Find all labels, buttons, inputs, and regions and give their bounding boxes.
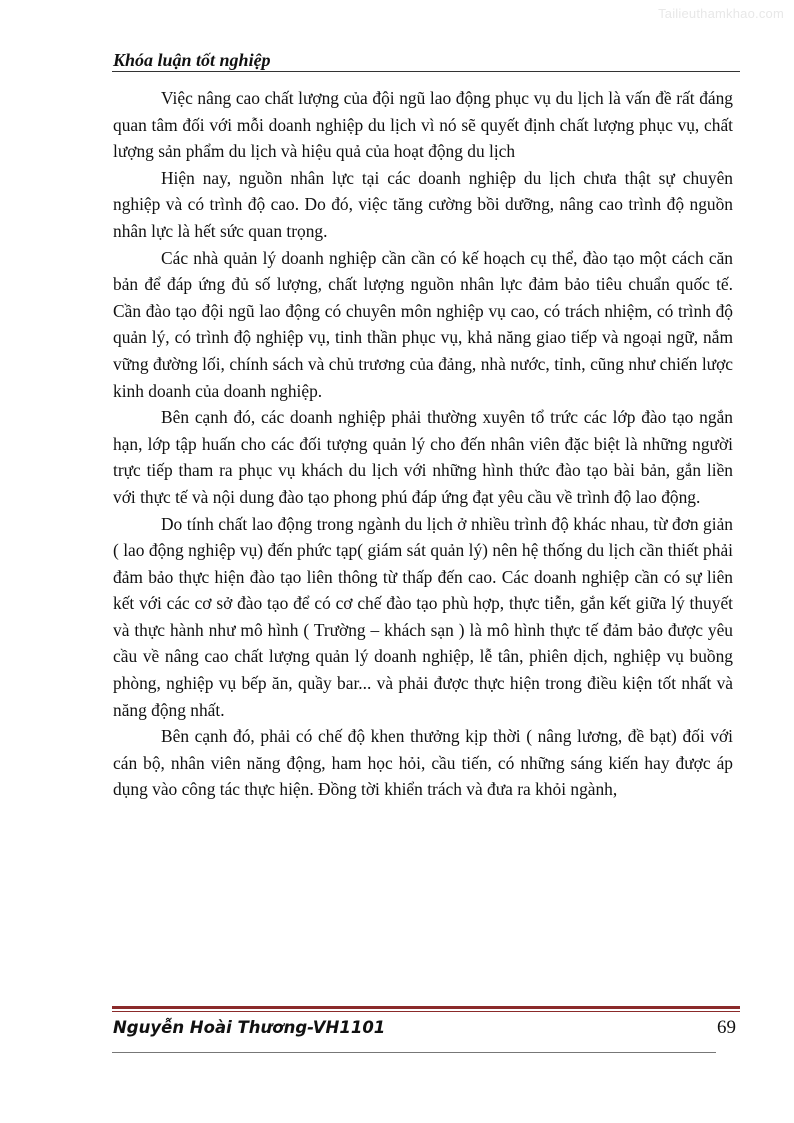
paragraph: Do tính chất lao động trong ngành du lịch ở nhiều trình độ khác nhau, từ đơn giản ( lao động nghiệp vụ) đến phức tạp( giám sát quản lý) nên hệ thống du lịch cần thiết phải đảm bảo thực hiện đào tạo liên thông từ thấp đến cao. Các doanh nghiệp cần có sự liên kết với các cơ sở đào tạo để có cơ chế đào tạo phù hợp, thực tiễn, gắn kết giữa lý thuyết và thực hành như mô hình ( Trường – khách sạn ) là mô hình thực tế đảm bảo được yêu cầu về nâng cao chất lượng quản lý doanh nghiệp, lễ tân, phiên dịch, nghiệp vụ buồng phòng, nghiệp vụ bếp ăn, quầy bar... và phải được thực hiện trong điều kiện tốt nhất và năng động nhất. xyxy=(113,513,733,720)
paragraph: Các nhà quản lý doanh nghiệp cần cần có kế hoạch cụ thể, đào tạo một cách căn bản để đáp ứng đủ số lượng, chất lượng nguồn nhân lực đảm bảo tiêu chuẩn quốc tế. Cần đào tạo đội ngũ lao động có chuyên môn nghiệp vụ cao, có trách nhiệm, có trình độ quản lý, có trình độ nghiệp vụ, tinh thần phục vụ, khả năng giao tiếp và ngoại ngữ, nắm vững đường lối, chính sách và chủ trương của đảng, nhà nước, tỉnh, cũng như chiến lược kinh doanh của doanh nghiệp. xyxy=(113,247,733,401)
paragraph: Bên cạnh đó, phải có chế độ khen thưởng kịp thời ( nâng lương, đề bạt) đối với cán bộ, nhân viên năng động, ham học hỏi, cầu tiến, có những sáng kiến hay được áp dụng vào công tác thực hiện. Đồng tời khiển trách và đưa ra khỏi ngành, xyxy=(113,726,733,800)
footer-divider-thick xyxy=(112,1006,740,1009)
page-number: 69 xyxy=(717,1017,736,1038)
document-body xyxy=(113,85,733,803)
header-divider xyxy=(112,71,740,72)
paragraph: Việc nâng cao chất lượng của đội ngũ lao động phục vụ du lịch là vấn đề rất đáng quan tâm đối với mỗi doanh nghiệp du lịch vì nó sẽ quyết định chất lượng phục vụ, chất lượng sản phẩm du lịch và hiệu quả của hoạt động du lịch xyxy=(113,88,733,162)
paragraph: Hiện nay, nguồn nhân lực tại các doanh nghiệp du lịch chưa thật sự chuyên nghiệp và có trình độ cao. Do đó, việc tăng cường bồi dưỡng, nâng cao trình độ nguồn nhân lực là hết sức quan trọng. xyxy=(113,167,733,241)
footer-divider-thin xyxy=(112,1011,740,1012)
paragraph: Bên cạnh đó, các doanh nghiệp phải thường xuyên tổ trức các lớp đào tạo ngắn hạn, lớp tập huấn cho các đối tượng quản lý cho đến nhân viên đặc biệt là những người trực tiếp tham ra phục vụ khách du lịch với những hình thức đào tạo bài bản, gắn liền với thực tế và nội dung đào tạo phong phú đáp ứng đạt yêu cầu về trình độ lao động. xyxy=(113,407,733,507)
watermark: Tailieuthamkhao.com xyxy=(658,6,784,21)
footer-bottom-divider xyxy=(112,1052,716,1053)
header-title: Khóa luận tốt nghiệp xyxy=(113,50,271,70)
footer-author: Nguyễn Hoài Thương-VH1101 xyxy=(113,1018,386,1037)
